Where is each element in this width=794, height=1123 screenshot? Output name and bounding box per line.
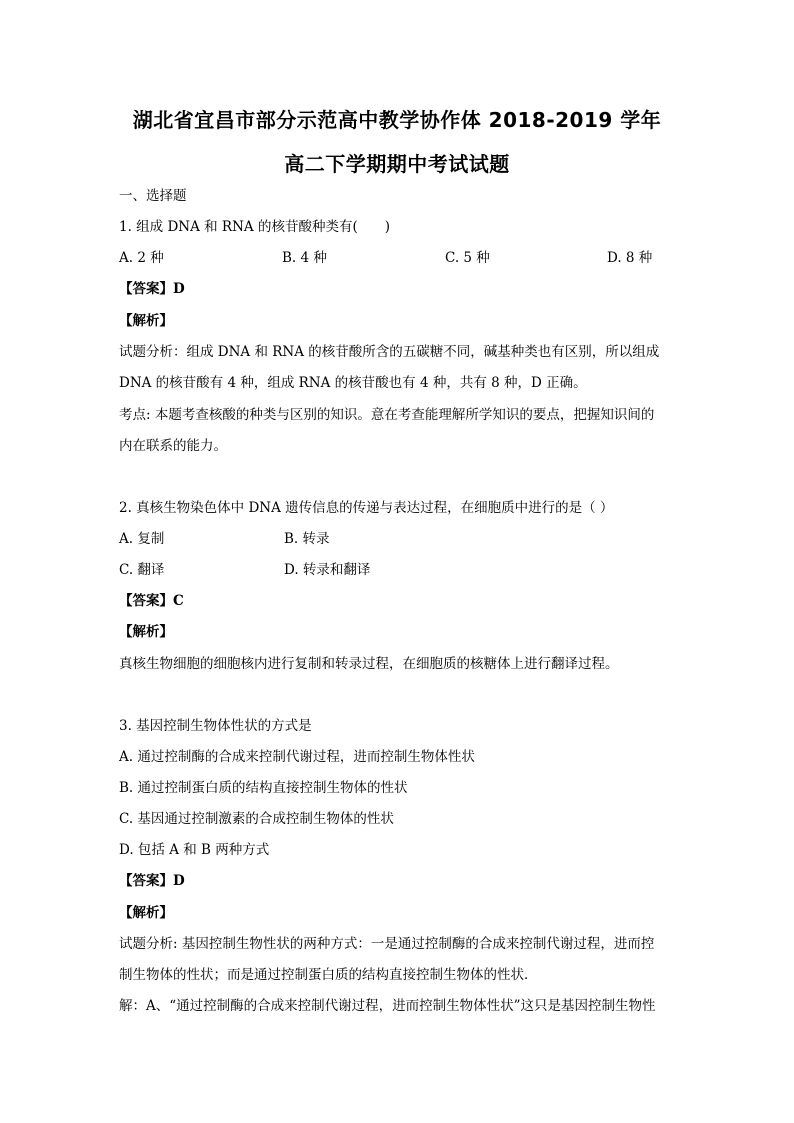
document-title-line2: 高二下学期期中考试试题 (284, 152, 510, 176)
q1-option-c: C. 5 种 (445, 250, 490, 266)
q3-option-b: B. 通过控制蛋白质的结构直接控制生物体的性状 (119, 780, 408, 796)
q1-option-b: B. 4 种 (282, 250, 327, 266)
q2-answer: 【答案】C (119, 593, 184, 609)
q3-option-d: D. 包括 A 和 B 两种方式 (119, 842, 270, 858)
q1-answer: 【答案】D (119, 281, 185, 297)
q2-option-d: D. 转录和翻译 (284, 562, 371, 578)
q1-option-d: D. 8 种 (607, 250, 653, 266)
section-heading: 一、选择题 (119, 188, 187, 204)
q1-option-a: A. 2 种 (119, 250, 164, 266)
q1-stem: 1. 组成 DNA 和 RNA 的核苷酸种类有( ) (119, 219, 390, 235)
q3-analysis-line: 试题分析: 基因控制生物性状的两种方式：一是通过控制酶的合成来控制代谢过程，进而控 (119, 936, 655, 952)
q3-analysis-line: 制生物体的性状；而是通过控制蛋白质的结构直接控制生物体的性状． (119, 967, 538, 983)
q2-analysis-label: 【解析】 (119, 624, 173, 640)
q3-analysis-line: 解：A、“通过控制酶的合成来控制代谢过程，进而控制生物体性状”这只是基因控制生物性 (119, 998, 656, 1014)
q3-option-c: C. 基因通过控制激素的合成控制生物体的性状 (119, 811, 394, 827)
q1-analysis-line: 考点: 本题考查核酸的种类与区别的知识。意在考查能理解所学知识的要点，把握知识间的 (119, 407, 655, 423)
q2-option-c: C. 翻译 (119, 562, 165, 578)
q2-analysis-line: 真核生物细胞的细胞核内进行复制和转录过程，在细胞质的核糖体上进行翻译过程。 (119, 656, 619, 672)
q3-stem: 3. 基因控制生物体性状的方式是 (119, 718, 312, 734)
q1-analysis-label: 【解析】 (119, 313, 173, 329)
q1-analysis-line: DNA 的核苷酸有 4 种，组成 RNA 的核苷酸也有 4 种，共有 8 种，D 正确。 (119, 375, 587, 391)
q3-option-a: A. 通过控制酶的合成来控制代谢过程，进而控制生物体性状 (119, 749, 475, 765)
document-title-line1: 湖北省宜昌市部分示范高中教学协作体 2018-2019 学年 (132, 108, 662, 132)
q2-stem: 2. 真核生物染色体中 DNA 遗传信息的传递与表达过程，在细胞质中进行的是（ ） (119, 500, 614, 516)
q2-option-b: B. 转录 (284, 531, 330, 547)
q1-analysis-line: 内在联系的能力。 (119, 438, 227, 454)
q3-analysis-label: 【解析】 (119, 905, 173, 921)
q2-option-a: A. 复制 (119, 531, 165, 547)
q3-answer: 【答案】D (119, 873, 185, 889)
q1-analysis-line: 试题分析：组成 DNA 和 RNA 的核苷酸所含的五碳糖不同，碱基种类也有区别，所以组成 (119, 344, 660, 360)
